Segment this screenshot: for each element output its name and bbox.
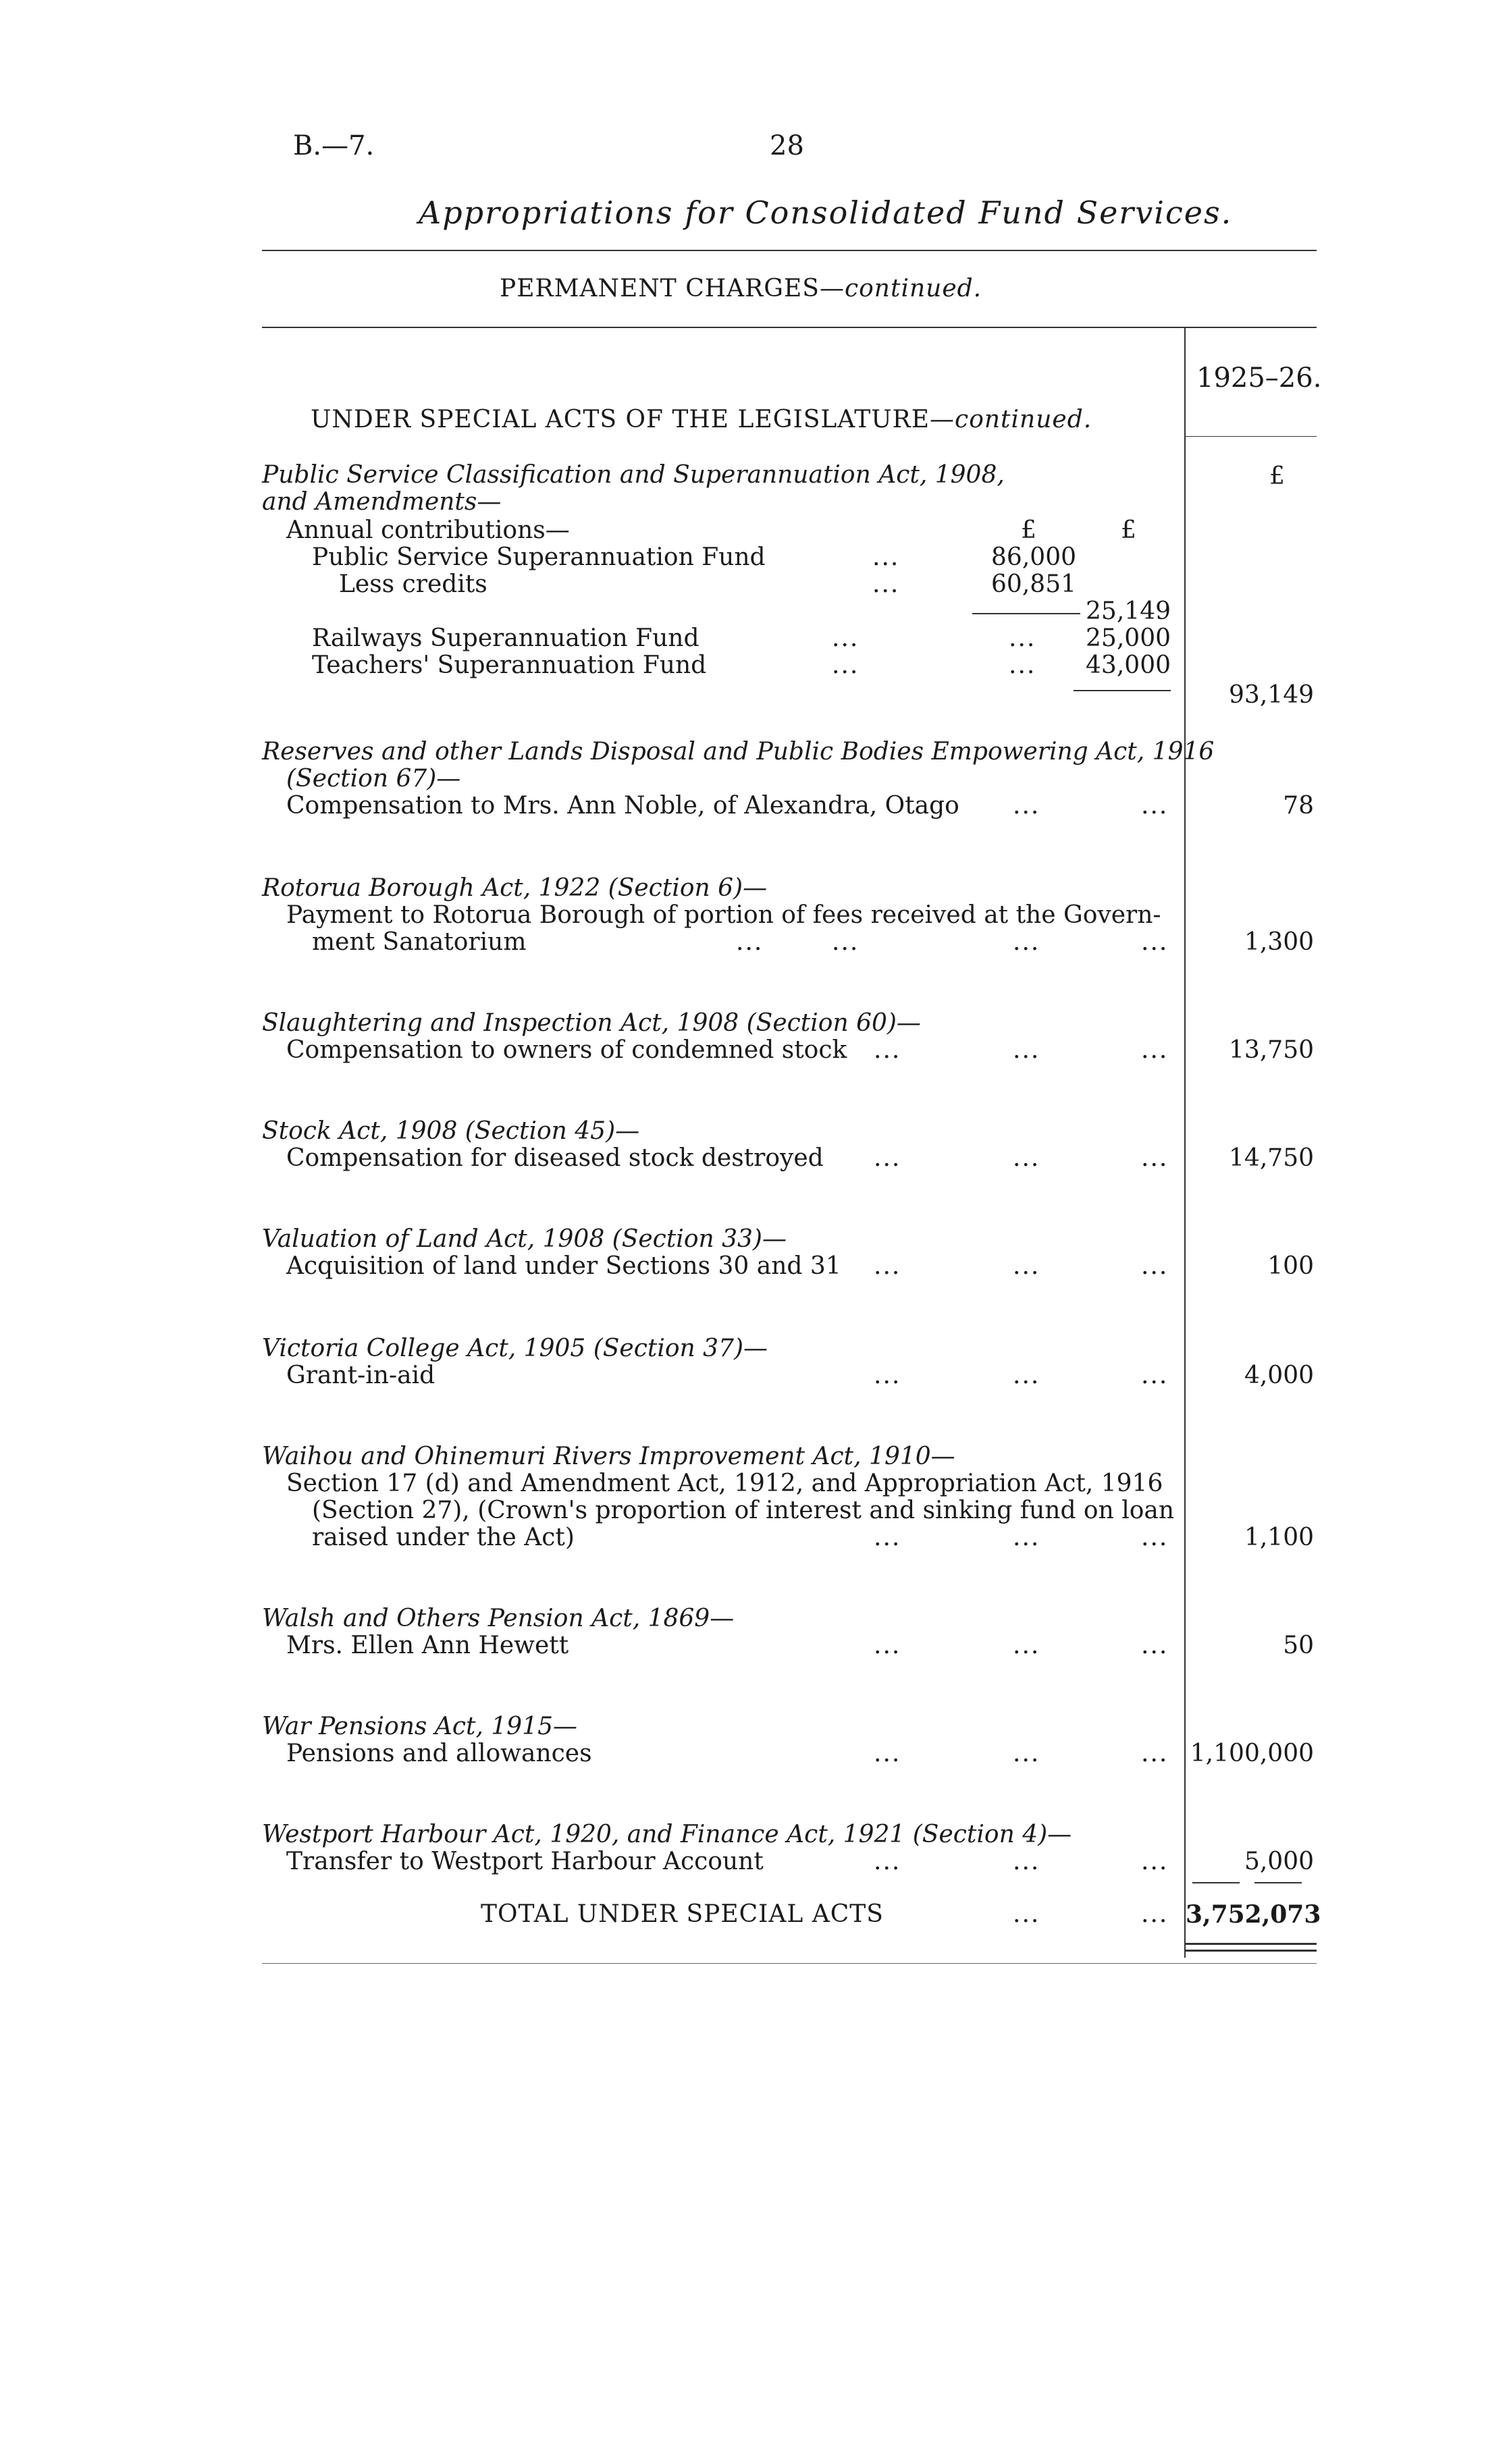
- leader-dots: ...: [874, 1524, 901, 1551]
- leader-dots: ...: [874, 1740, 901, 1767]
- reserves-item: Compensation to Mrs. Ann Noble, of Alexandra, Otago: [286, 792, 959, 820]
- leader-dots: ...: [832, 624, 860, 652]
- section-heading: [311, 406, 1092, 433]
- total-label: TOTAL UNDER SPECIAL ACTS: [481, 1900, 884, 1928]
- leader-dots: ...: [832, 651, 860, 679]
- section-heading-main: UNDER SPECIAL ACTS OF THE LEGISLATURE—: [311, 406, 955, 433]
- waihou-item: Section 17 (d) and Amendment Act, 1912, and Appropriation Act, 1916: [286, 1470, 1163, 1497]
- total-double-rule-2: [1186, 1950, 1317, 1952]
- leader-dots: ...: [1141, 1144, 1169, 1172]
- westport-item: Transfer to Westport Harbour Account: [286, 1848, 764, 1875]
- pss-col-pound-2: £: [1121, 516, 1136, 544]
- leader-dots: ...: [1141, 1740, 1169, 1767]
- year-heading: 1925–26.: [1196, 363, 1322, 394]
- leader-dots: ...: [874, 1144, 901, 1172]
- leader-dots: ...: [1141, 1362, 1169, 1389]
- pss-railways-amount: 25,000: [1086, 624, 1171, 652]
- leader-dots: ...: [1009, 624, 1036, 652]
- pss-teachers-amount: 43,000: [1086, 651, 1171, 679]
- reserves-act: Reserves and other Lands Disposal and Public Bodies Empowering Act, 1916: [262, 738, 1215, 766]
- leader-dots: ...: [1141, 928, 1169, 956]
- header-rule: [262, 327, 1317, 328]
- leader-dots: ...: [1013, 792, 1040, 820]
- slaughtering-act: Slaughtering and Inspection Act, 1908 (Section 60)—: [262, 1009, 921, 1037]
- page-ref: B.—7.: [293, 130, 375, 161]
- leader-dots: ...: [874, 1362, 901, 1389]
- waihou-item-3: raised under the Act): [312, 1524, 575, 1551]
- year-heading-rule: [1186, 436, 1317, 437]
- leader-dots: ...: [874, 1252, 901, 1280]
- leader-dots: ...: [1013, 1740, 1040, 1767]
- leader-dots: ...: [1013, 928, 1040, 956]
- total-rule-left: [1192, 1882, 1240, 1883]
- waihou-amount: 1,100: [1244, 1524, 1314, 1551]
- pss-fund-amount: 86,000: [991, 543, 1076, 571]
- leader-dots: ...: [1141, 792, 1169, 820]
- leader-dots: ...: [874, 1036, 901, 1064]
- subtitle: [500, 275, 982, 302]
- leader-dots: ...: [832, 928, 860, 956]
- victoria-act: Victoria College Act, 1905 (Section 37)—: [262, 1335, 768, 1362]
- pss-annual: Annual contributions—: [286, 516, 570, 544]
- leader-dots: ...: [874, 1632, 901, 1659]
- pss-less-label: Less credits: [339, 570, 487, 598]
- war-item: Pensions and allowances: [286, 1740, 592, 1767]
- leader-dots: ...: [1141, 1900, 1169, 1928]
- section-heading-continued: continued.: [955, 406, 1092, 433]
- title-rule: [262, 250, 1317, 251]
- leader-dots: ...: [1141, 1632, 1169, 1659]
- page-number: 28: [770, 130, 804, 161]
- total-double-rule-1: [1186, 1943, 1317, 1945]
- pss-act-title-2: and Amendments—: [262, 488, 502, 516]
- total-amount: 3,752,073: [1186, 1900, 1321, 1929]
- war-act: War Pensions Act, 1915—: [262, 1713, 577, 1740]
- leader-dots: ...: [1013, 1252, 1040, 1280]
- westport-amount: 5,000: [1244, 1848, 1314, 1875]
- rotorua-item-2: ment Sanatorium: [312, 928, 527, 956]
- bottom-rule: [262, 1963, 1317, 1964]
- walsh-item: Mrs. Ellen Ann Hewett: [286, 1632, 569, 1659]
- reserves-amount: 78: [1283, 792, 1314, 820]
- subtitle-continued: continued.: [844, 275, 982, 302]
- total-rule-right: [1254, 1882, 1302, 1883]
- leader-dots: ...: [1013, 1144, 1040, 1172]
- walsh-act: Walsh and Others Pension Act, 1869—: [262, 1605, 735, 1632]
- valuation-act: Valuation of Land Act, 1908 (Section 33)—: [262, 1225, 787, 1253]
- leader-dots: ...: [1141, 1848, 1169, 1875]
- rotorua-act: Rotorua Borough Act, 1922 (Section 6)—: [262, 874, 768, 902]
- leader-dots: ...: [1013, 1632, 1040, 1659]
- waihou-act: Waihou and Ohinemuri Rivers Improvement Act, 1910—: [262, 1443, 955, 1470]
- pss-teachers-label: Teachers' Superannuation Fund: [312, 651, 707, 679]
- rotorua-amount: 1,300: [1244, 928, 1314, 956]
- pss-total-rule: [1074, 690, 1171, 691]
- leader-dots: ...: [1013, 1848, 1040, 1875]
- rotorua-item: Payment to Rotorua Borough of portion of fees received at the Govern-: [286, 901, 1161, 929]
- leader-dots: ...: [872, 543, 900, 571]
- stock-act: Stock Act, 1908 (Section 45)—: [262, 1117, 640, 1145]
- leader-dots: ...: [1141, 1252, 1169, 1280]
- leader-dots: ...: [874, 1848, 901, 1875]
- pss-col-pound-1: £: [1021, 516, 1036, 544]
- leader-dots: ...: [1013, 1036, 1040, 1064]
- page-title: Appropriations for Consolidated Fund Services.: [419, 194, 1233, 231]
- leader-dots: ...: [1013, 1900, 1040, 1928]
- year-currency: £: [1269, 462, 1285, 490]
- stock-amount: 14,750: [1229, 1144, 1314, 1172]
- war-amount: 1,100,000: [1190, 1740, 1314, 1767]
- victoria-amount: 4,000: [1244, 1362, 1314, 1389]
- pss-total-amount: 93,149: [1229, 681, 1314, 709]
- slaughtering-amount: 13,750: [1229, 1036, 1314, 1064]
- leader-dots: ...: [1013, 1524, 1040, 1551]
- leader-dots: ...: [1009, 651, 1036, 679]
- leader-dots: ...: [736, 928, 764, 956]
- westport-act: Westport Harbour Act, 1920, and Finance Act, 1921 (Section 4)—: [262, 1821, 1072, 1848]
- pss-railways-label: Railways Superannuation Fund: [312, 624, 699, 652]
- walsh-amount: 50: [1283, 1632, 1314, 1659]
- leader-dots: ...: [1141, 1036, 1169, 1064]
- pss-net-amount: 25,149: [1086, 597, 1171, 625]
- pss-less-amount: 60,851: [991, 570, 1076, 598]
- pss-fund-label: Public Service Superannuation Fund: [312, 543, 766, 571]
- reserves-act-2: (Section 67)—: [286, 765, 461, 793]
- leader-dots: ...: [1013, 1362, 1040, 1389]
- leader-dots: ...: [1141, 1524, 1169, 1551]
- pss-act-title: Public Service Classification and Superannuation Act, 1908,: [262, 461, 1005, 489]
- valuation-item: Acquisition of land under Sections 30 and 31: [286, 1252, 841, 1280]
- valuation-amount: 100: [1267, 1252, 1314, 1280]
- amount-column-rule: [1184, 328, 1186, 1958]
- subtitle-main: PERMANENT CHARGES—: [500, 275, 845, 302]
- waihou-item-2: (Section 27), (Crown's proportion of interest and sinking fund on loan: [312, 1497, 1175, 1524]
- stock-item: Compensation for diseased stock destroyed: [286, 1144, 824, 1172]
- victoria-item: Grant-in-aid: [286, 1362, 435, 1389]
- slaughtering-item: Compensation to owners of condemned stock: [286, 1036, 847, 1064]
- leader-dots: ...: [872, 570, 900, 598]
